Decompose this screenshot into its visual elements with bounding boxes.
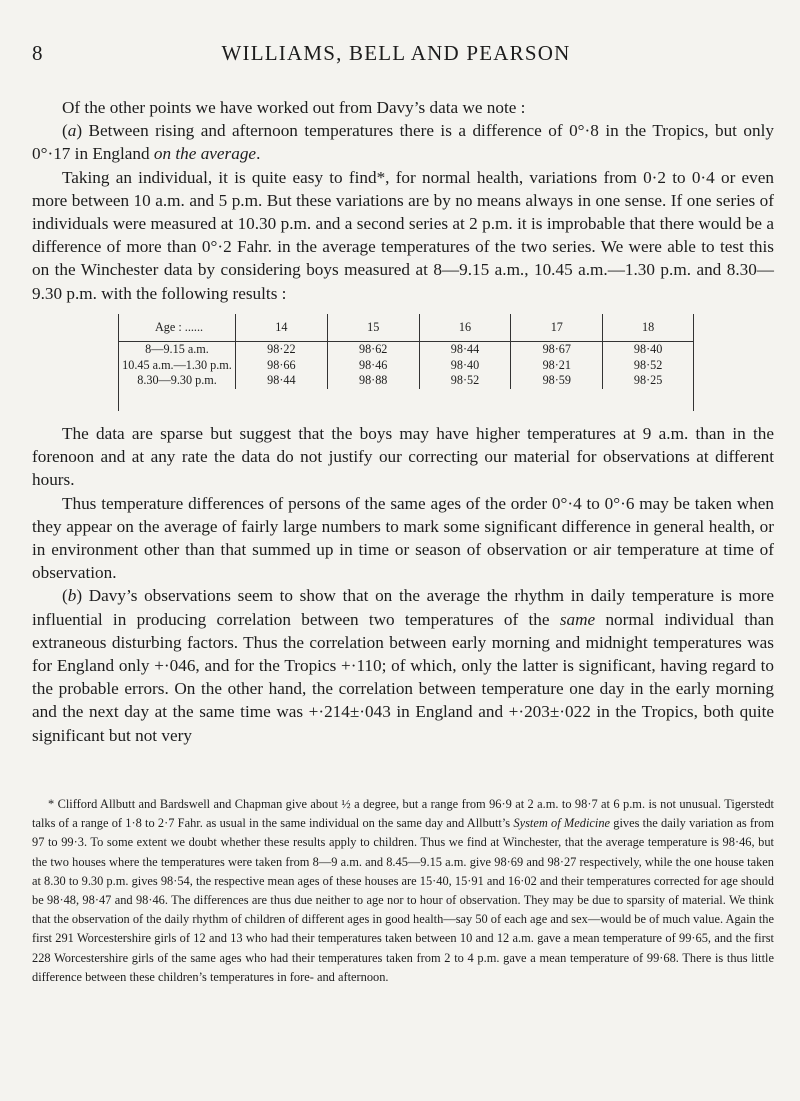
table-cell: 98·66	[236, 358, 328, 374]
top-text-block	[32, 96, 774, 305]
table-cell: 98·22	[236, 342, 328, 358]
table-cell: 98·67	[511, 342, 603, 358]
table-header-row	[119, 314, 693, 342]
table-row-label: 8.30—9.30 p.m.	[119, 373, 236, 389]
paragraph-b: (b) Davy’s observations seem to show that on the average the rhythm in daily temperature is more influential in producing correlation between two temperatures of the same normal individual than extraneous disturbing factors. Thus the correlation between early morning and midnight temperatures was for England only +·046, and for the Tropics +·110; of which, only the latter is significant, having regard to the probable errors. On the other hand, the correlation between temperature one day in the early morning and the next day at the same time was +·214±·043 in England and +·203±·022 in the Tropics, both quite significant but not very	[32, 586, 774, 745]
paragraph: Taking an individual, it is quite easy to find*, for normal health, variations from 0·2 to 0·4 or even more between 10 a.m. and 5 p.m. But these variations are by no means always in one sense. If one series of individuals were measured at 10.30 p.m. and a second series at 2 p.m. it is improbable that there would be a difference of more than 0°·2 Fahr. in the average temperatures of the two series. We were able to test this on the Winchester data by considering boys measured at 8—9.15 a.m., 10.45 a.m.—1.30 p.m. and 8.30—9.30 p.m. with the following results :	[32, 167, 774, 303]
footnote	[32, 795, 774, 987]
table-header-age: 14	[236, 314, 328, 342]
running-title: WILLIAMS, BELL AND PEARSON	[221, 41, 571, 65]
middle-text-block	[32, 422, 774, 747]
table-header-age: 15	[327, 314, 419, 342]
table-header-age: 18	[642, 320, 655, 334]
table-cell: 98·46	[327, 358, 419, 374]
table-header-label: Age : ......	[119, 314, 236, 342]
table-cell: 98·52	[633, 357, 663, 372]
table-cell: 98·88	[327, 373, 419, 389]
page-number: 8	[32, 41, 43, 65]
running-head	[32, 41, 760, 71]
table-cell: 98·62	[327, 342, 419, 358]
table-cell: 98·40	[419, 358, 511, 374]
table-cell: 98·44	[236, 373, 328, 389]
table-row-label: 10.45 a.m.—1.30 p.m.	[119, 358, 236, 374]
table-cell: 98·25	[633, 373, 663, 387]
table-row	[119, 342, 693, 358]
paragraph: Of the other points we have worked out from Davy’s data we note :	[62, 98, 526, 117]
footnote-text: * Clifford Allbutt and Bardswell and Chapman give about ½ a degree, but a range from 96·9 at 2 a.m. to 98·7 at 6 p.m. is not unusual. Tigerstedt talks of a range of 1·8 to 2·7 Fahr. as usual in the same individual on the same day and Allbutt’s System of Medicine gives the daily variation as from 97 to 99·3. To some extent we doubt whether these results apply to children. Thus we find at Winchester, that the average temperature is 98·46, but the two houses where the temperatures were taken from 8—9 a.m. and 8.45—9.15 a.m. give 98·69 and 98·27 respectively, while the one house taken at 8.30 to 9.30 p.m. gives 98·54, the respective mean ages of these houses are 15·40, 15·91 and 16·02 and their temperatures corrected for age should be 98·48, 98·47 and 98·46. The differences are thus due neither to age nor to hour of observation. They may be due to sparsity of material. We think that the observation of the daily rhythm of children of different ages in good health—say 50 of each age and sex—would be of much value. Again the first 291 Worcestershire girls of 12 and 13 who had their temperatures taken between 10 and 12 a.m. gave a mean temperature of 99·65, and the first 228 Worcestershire girls of the same ages who had their temperatures taken from 2 to 4 p.m. gave a mean temperature of 99·68. There is thus little difference between these children’s temperatures in fore- and afternoon.	[32, 797, 775, 984]
table-header-age: 16	[419, 314, 511, 342]
temperature-table	[118, 314, 694, 411]
table-cell: 98·40	[633, 342, 663, 356]
table-cell: 98·44	[419, 342, 511, 358]
paragraph-a: (a) Between rising and afternoon temperatures there is a difference of 0°·8 in the Tropics, but only 0°·17 in England on the average.	[32, 121, 774, 164]
table-cell: 98·59	[511, 373, 603, 389]
table-row	[119, 373, 693, 389]
table-row	[119, 358, 693, 374]
paragraph: Thus temperature differences of persons of the same ages of the order 0°·4 to 0°·6 may be taken when they appear on the average of fairly large numbers to mark some significant difference in general health, or in environment other than that summed up in time or season of observation or air temperature at time of observation.	[32, 493, 774, 583]
table-row-label: 8—9.15 a.m.	[119, 342, 236, 358]
table-header-age: 17	[511, 314, 603, 342]
table-cell: 98·52	[419, 373, 511, 389]
paragraph: The data are sparse but suggest that the boys may have higher temperatures at 9 a.m. than in the forenoon and at any rate the data do not justify our correcting our material for observations at different hours.	[32, 424, 774, 490]
table-cell: 98·21	[511, 358, 603, 374]
